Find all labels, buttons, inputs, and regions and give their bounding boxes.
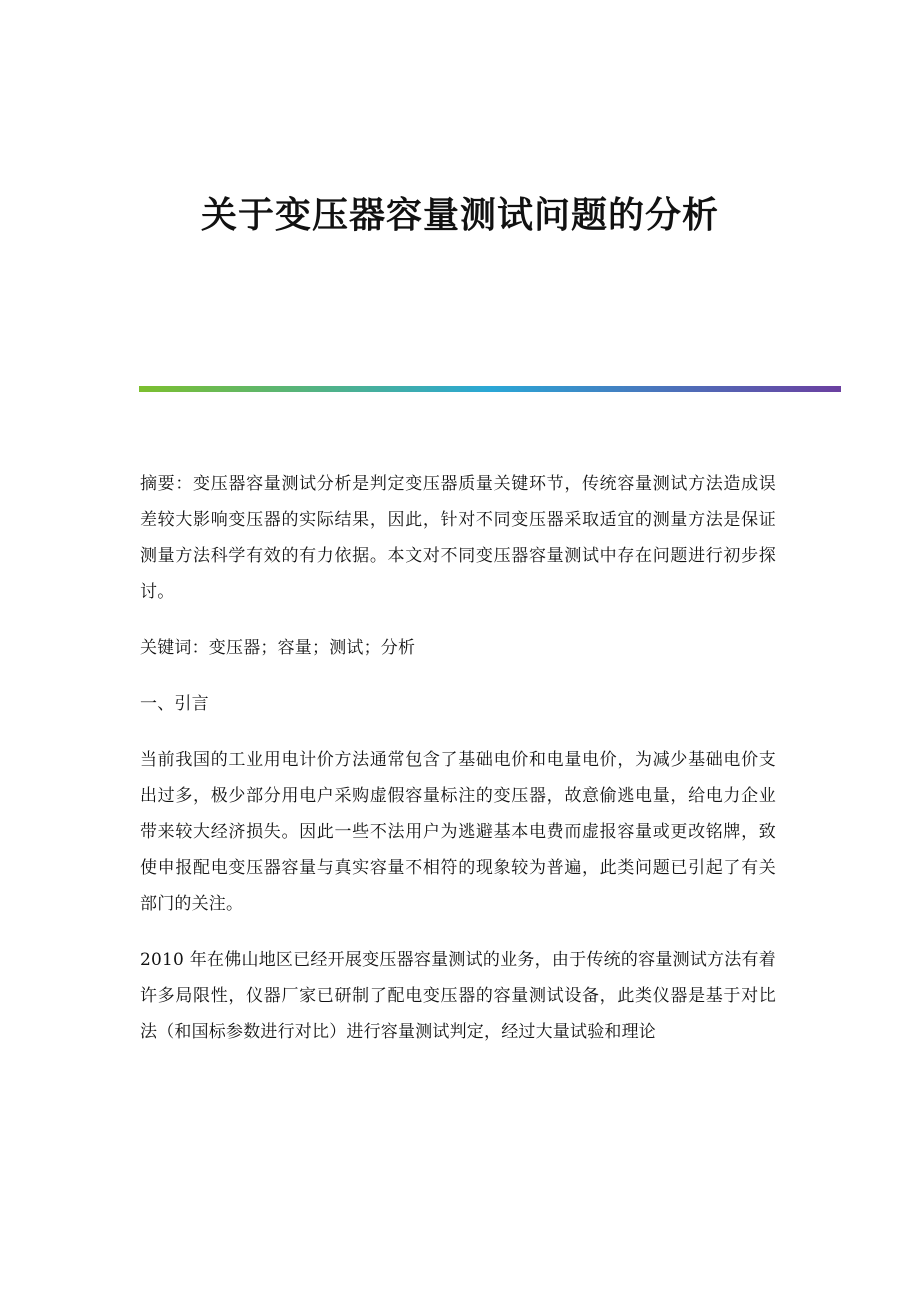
body-paragraph: 当前我国的工业用电计价方法通常包含了基础电价和电量电价，为减少基础电价支出过多，极少部分用电户采购虚假容量标注的变压器，故意偷逃电量，给电力企业带来较大经济损失。因此一些不法用户为逃避基本电费而虚报容量或更改铭牌，致使申报配电变压器容量与真实容量不相符的现象较为普遍，此类问题已引起了有关部门的关注。 bbox=[140, 750, 776, 914]
section-heading-introduction: 一、引言 bbox=[140, 694, 209, 714]
document-title: 关于变压器容量测试问题的分析 bbox=[200, 194, 719, 236]
title-divider bbox=[139, 386, 841, 392]
body-paragraph: 2010 年在佛山地区已经开展变压器容量测试的业务，由于传统的容量测试方法有着许多局限性，仪器厂家已研制了配电变压器的容量测试设备，此类仪器是基于对比法（和国标参数进行对比）进行容量测试判定，经过大量试验和理论 bbox=[140, 950, 776, 1042]
document-body bbox=[140, 466, 776, 1070]
keywords-paragraph: 关键词：变压器；容量；测试；分析 bbox=[140, 638, 416, 658]
abstract-paragraph: 摘要：变压器容量测试分析是判定变压器质量关键环节，传统容量测试方法造成误差较大影响变压器的实际结果，因此，针对不同变压器采取适宜的测量方法是保证测量方法科学有效的有力依据。本文对不同变压器容量测试中存在问题进行初步探讨。 bbox=[140, 474, 776, 602]
